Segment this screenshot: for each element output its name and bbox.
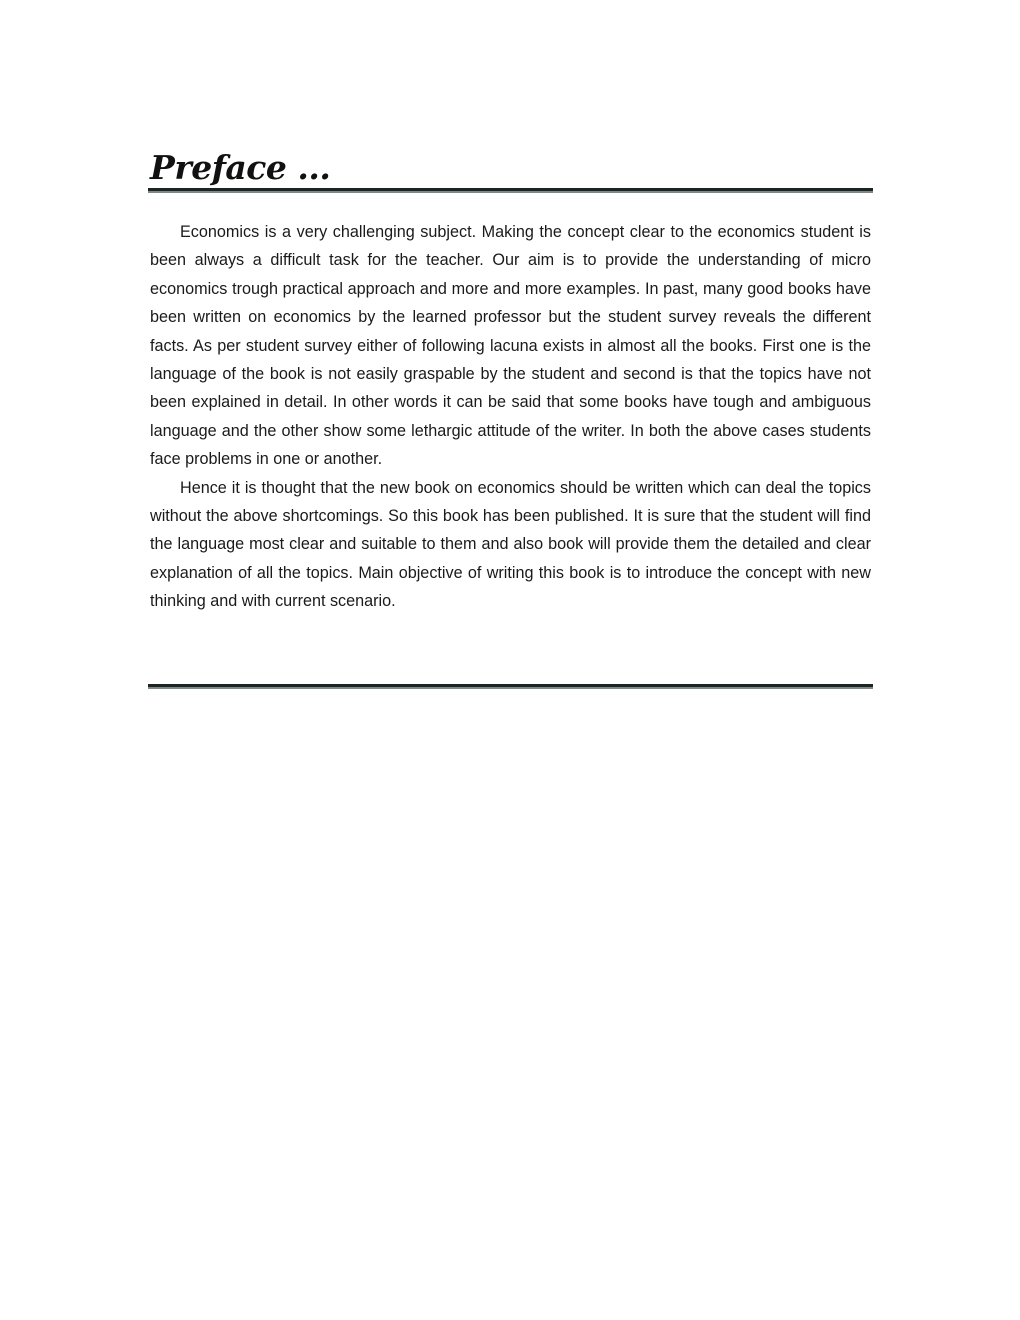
divider-light-band bbox=[148, 191, 873, 193]
paragraph-1: Economics is a very challenging subject. Making the concept clear to the economics student is been always a difficult task for the teacher. Our aim is to provide the understanding of micro economics trough practical approach and more and more examples. In past, many good books have been written on economics by the learned professor but the student survey reveals the different facts. As per student survey either of following lacuna exists in almost all the books. First one is the language of the book is not easily graspable by the student and second is that the topics have not been explained in detail. In other words it can be said that some books have tough and ambiguous language and the other show some lethargic attitude of the writer. In both the above cases students face problems in one or another. bbox=[150, 223, 871, 469]
closing-divider bbox=[148, 684, 873, 689]
page-title: Preface ... bbox=[150, 148, 331, 187]
divider-light-band bbox=[148, 687, 873, 689]
preface-body bbox=[150, 218, 871, 616]
title-divider bbox=[148, 188, 873, 193]
paragraph-2: Hence it is thought that the new book on economics should be written which can deal the topics without the above shortcomings. So this book has been published. It is sure that the student will find the language most clear and suitable to them and also book will provide them the detailed and clear explanation of all the topics. Main objective of writing this book is to introduce the concept with new thinking and with current scenario. bbox=[150, 478, 871, 611]
